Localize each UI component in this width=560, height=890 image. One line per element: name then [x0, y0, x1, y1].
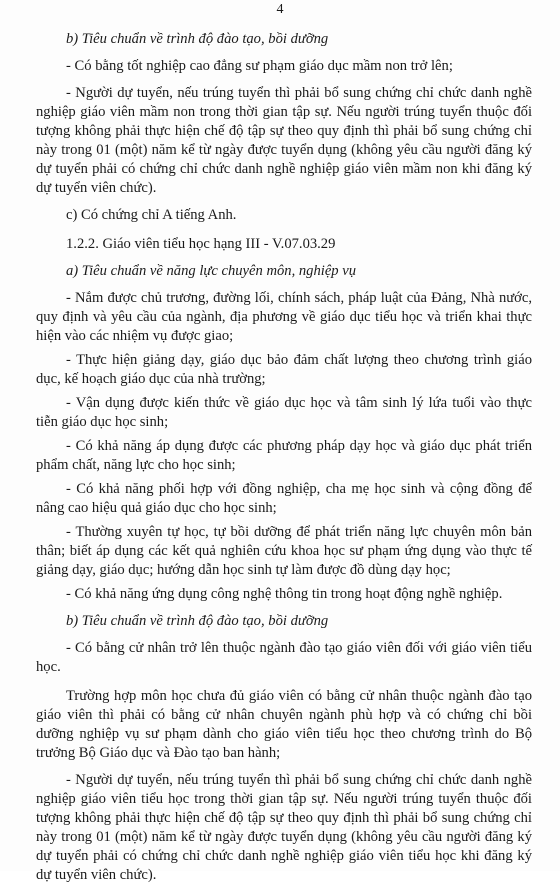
paragraph-policy-knowledge: - Nắm được chủ trương, đường lối, chính sách, pháp luật của Đảng, Nhà nước, quy định và yêu cầu của ngành, địa phương về giáo dục tiểu học và triển khai thực hiện vào các nhiệm vụ được giao;: [36, 290, 532, 344]
paragraph-english-certificate: c) Có chứng chỉ A tiếng Anh.: [66, 207, 237, 223]
paragraph-degree-requirement-1: - Có bằng tốt nghiệp cao đẳng sư phạm giáo dục mầm non trở lên;: [66, 58, 453, 74]
paragraph-collaboration: - Có khả năng phối hợp với đồng nghiệp, cha mẹ học sinh và cộng đồng để nâng cao hiệu quả giáo dục cho học sinh;: [36, 481, 532, 516]
heading-training-standard-2: b) Tiêu chuẩn về trình độ đào tạo, bồi dưỡng: [66, 613, 329, 629]
paragraph-insufficient-teachers: Trường hợp môn học chưa đủ giáo viên có bằng cử nhân thuộc ngành đào tạo giáo viên thì phải có bằng cử nhân chuyên ngành phù hợp và có chứng chỉ bồi dưỡng nghiệp vụ sư phạm dành cho giáo viên tiểu học theo chương trình do Bộ trưởng Bộ Giáo dục và Đào tạo ban hành;: [36, 688, 532, 761]
paragraph-certificate-requirement-1: - Người dự tuyển, nếu trúng tuyển thì phải bổ sung chứng chỉ chức danh nghề nghiệp giáo viên mầm non trong thời gian tập sự. Nếu người trúng tuyển thuộc đối tượng không phải thực hiện chế độ tập sự theo quy định thì phải bổ sung chứng chỉ này trong 01 (một) năm kể từ ngày được tuyển dụng (không yêu cầu người đăng ký dự tuyển phải có chứng chỉ chức danh nghề nghiệp giáo viên mầm non khi đăng ký dự tuyển viên chức).: [36, 85, 532, 196]
document-body: [36, 30, 532, 890]
paragraph-teaching-methods: - Có khả năng áp dụng được các phương pháp dạy học và giáo dục phát triển phẩm chất, năng lực cho học sinh;: [36, 438, 532, 473]
heading-training-standard-1: b) Tiêu chuẩn về trình độ đào tạo, bồi dưỡng: [66, 31, 329, 47]
heading-competency-standard: a) Tiêu chuẩn về năng lực chuyên môn, nghiệp vụ: [66, 263, 357, 279]
paragraph-it-skills: - Có khả năng ứng dụng công nghệ thông tin trong hoạt động nghề nghiệp.: [66, 586, 503, 602]
paragraph-certificate-requirement-2: - Người dự tuyển, nếu trúng tuyển thì phải bổ sung chứng chỉ chức danh nghề nghiệp giáo viên tiểu học trong thời gian tập sự. Nếu người trúng tuyển thuộc đối tượng không phải thực hiện chế độ tập sự theo quy định thì phải bổ sung chứng chỉ này trong 01 (một) năm kể từ ngày được tuyển dụng (không yêu cầu người đăng ký dự tuyển phải có chứng chỉ chức danh nghề nghiệp giáo viên tiểu học khi đăng ký dự tuyển viên chức).: [36, 772, 532, 883]
page-number: 4: [276, 2, 284, 17]
paragraph-teaching-quality: - Thực hiện giảng dạy, giáo dục bảo đảm chất lượng theo chương trình giáo dục, kế hoạch giáo dục của nhà trường;: [36, 352, 532, 387]
paragraph-self-study: - Thường xuyên tự học, tự bồi dưỡng để phát triển năng lực chuyên môn bản thân; biết áp dụng các kết quả nghiên cứu khoa học sư phạm ứng dụng vào thực tế giảng dạy, giáo dục; hướng dẫn học sinh tự làm được đồ dùng dạy học;: [36, 524, 532, 578]
paragraph-pedagogy-knowledge: - Vận dụng được kiến thức về giáo dục học và tâm sinh lý lứa tuổi vào thực tiễn giáo dục học sinh;: [36, 395, 532, 430]
paragraph-degree-requirement-2: - Có bằng cử nhân trở lên thuộc ngành đào tạo giáo viên đối với giáo viên tiểu học.: [36, 640, 532, 675]
section-heading-primary-teacher: 1.2.2. Giáo viên tiểu học hạng III - V.07.03.29: [66, 236, 336, 252]
